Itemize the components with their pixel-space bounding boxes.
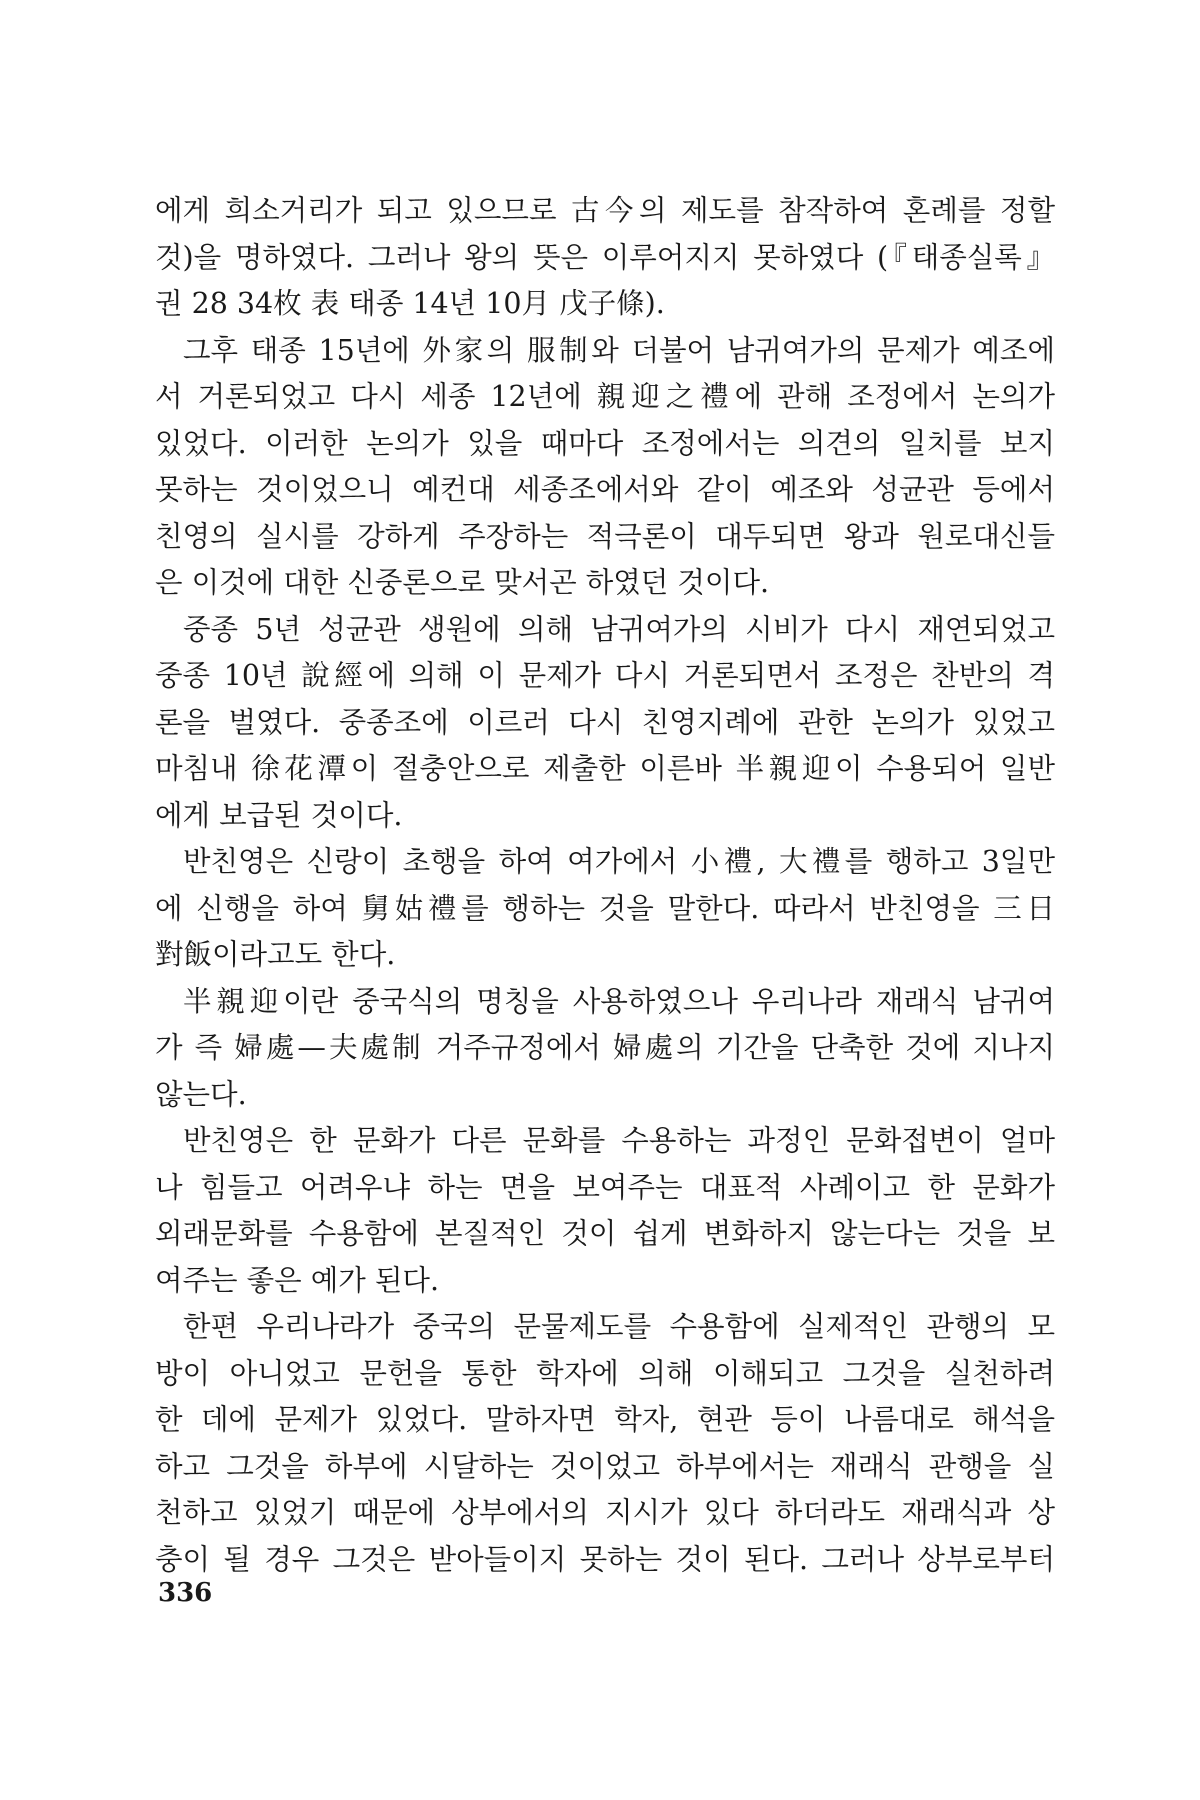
text-line: 않는다. <box>155 1077 247 1111</box>
text-line: 對飯이라고도 한다. <box>155 938 396 971</box>
body-text <box>155 188 1055 1583</box>
text-line: 가 즉 婦處—夫處制 거주규정에서 婦處의 기간을 단축한 것에 지나지 <box>155 1031 1055 1064</box>
text-line: 그후 태종 15년에 外家의 服制와 더불어 남귀여가의 문제가 예조에 <box>183 333 1055 367</box>
text-line: 반친영은 한 문화가 다른 문화를 수용하는 과정인 문화접변이 얼마 <box>183 1124 1055 1157</box>
text-line: 여주는 좋은 예가 된다. <box>155 1263 440 1297</box>
text-line: 것)을 명하였다. 그러나 왕의 뜻은 이루어지지 못하였다 (『태종실록』 <box>155 240 1055 274</box>
text-line: 에게 희소거리가 되고 있으므로 古今의 제도를 참작하여 혼례를 정할 <box>155 194 1055 227</box>
text-line: 방이 아니었고 문헌을 통한 학자에 의해 이해되고 그것을 실천하려 <box>155 1356 1055 1390</box>
text-line: 충이 될 경우 그것은 받아들이지 못하는 것이 된다. 그러나 상부로부터 <box>155 1542 1055 1576</box>
text-line: 에 신행을 하여 舅姑禮를 행하는 것을 말한다. 따라서 반친영을 三日 <box>155 891 1055 925</box>
text-line: 마침내 徐花潭이 절충안으로 제출한 이른바 半親迎이 수용되어 일반 <box>155 752 1055 785</box>
text-line: 중종 5년 성균관 생원에 의해 남귀여가의 시비가 다시 재연되었고 <box>183 612 1055 646</box>
text-line: 외래문화를 수용함에 본질적인 것이 쉽게 변화하지 않는다는 것을 보 <box>155 1217 1055 1250</box>
text-line: 하고 그것을 하부에 시달하는 것이었고 하부에서는 재래식 관행을 실 <box>155 1449 1055 1483</box>
text-line: 친영의 실시를 강하게 주장하는 적극론이 대두되면 왕과 원로대신들 <box>155 519 1055 553</box>
text-line: 한편 우리나라가 중국의 문물제도를 수용함에 실제적인 관행의 모 <box>183 1310 1055 1343</box>
text-line: 천하고 있었기 때문에 상부에서의 지시가 있다 하더라도 재래식과 상 <box>155 1496 1055 1529</box>
text-line: 에게 보급된 것이다. <box>155 798 403 832</box>
text-line: 론을 벌였다. 중종조에 이르러 다시 친영지례에 관한 논의가 있었고 <box>155 705 1055 739</box>
text-line: 한 데에 문제가 있었다. 말하자면 학자, 현관 등이 나름대로 해석을 <box>155 1403 1055 1436</box>
text-line: 있었다. 이러한 논의가 있을 때마다 조정에서는 의견의 일치를 보지 <box>155 426 1055 460</box>
text-line: 반친영은 신랑이 초행을 하여 여가에서 小禮, 大禮를 행하고 3일만 <box>183 845 1055 878</box>
text-line: 중종 10년 說經에 의해 이 문제가 다시 거론되면서 조정은 찬반의 격 <box>155 659 1055 692</box>
text-line: 半親迎이란 중국식의 명칭을 사용하였으나 우리나라 재래식 남귀여 <box>183 984 1055 1018</box>
text-line: 나 힘들고 어려우냐 하는 면을 보여주는 대표적 사례이고 한 문화가 <box>155 1170 1055 1204</box>
text-line: 은 이것에 대한 신중론으로 맞서곤 하였던 것이다. <box>155 566 770 599</box>
page-number: 336 <box>158 1578 213 1608</box>
text-line: 못하는 것이었으니 예컨대 세종조에서와 같이 예조와 성균관 등에서 <box>155 473 1055 506</box>
text-line: 서 거론되었고 다시 세종 12년에 親迎之禮에 관해 조정에서 논의가 <box>155 380 1055 413</box>
text-line: 권 28 34枚 表 태종 14년 10月 戊子條). <box>155 287 665 320</box>
